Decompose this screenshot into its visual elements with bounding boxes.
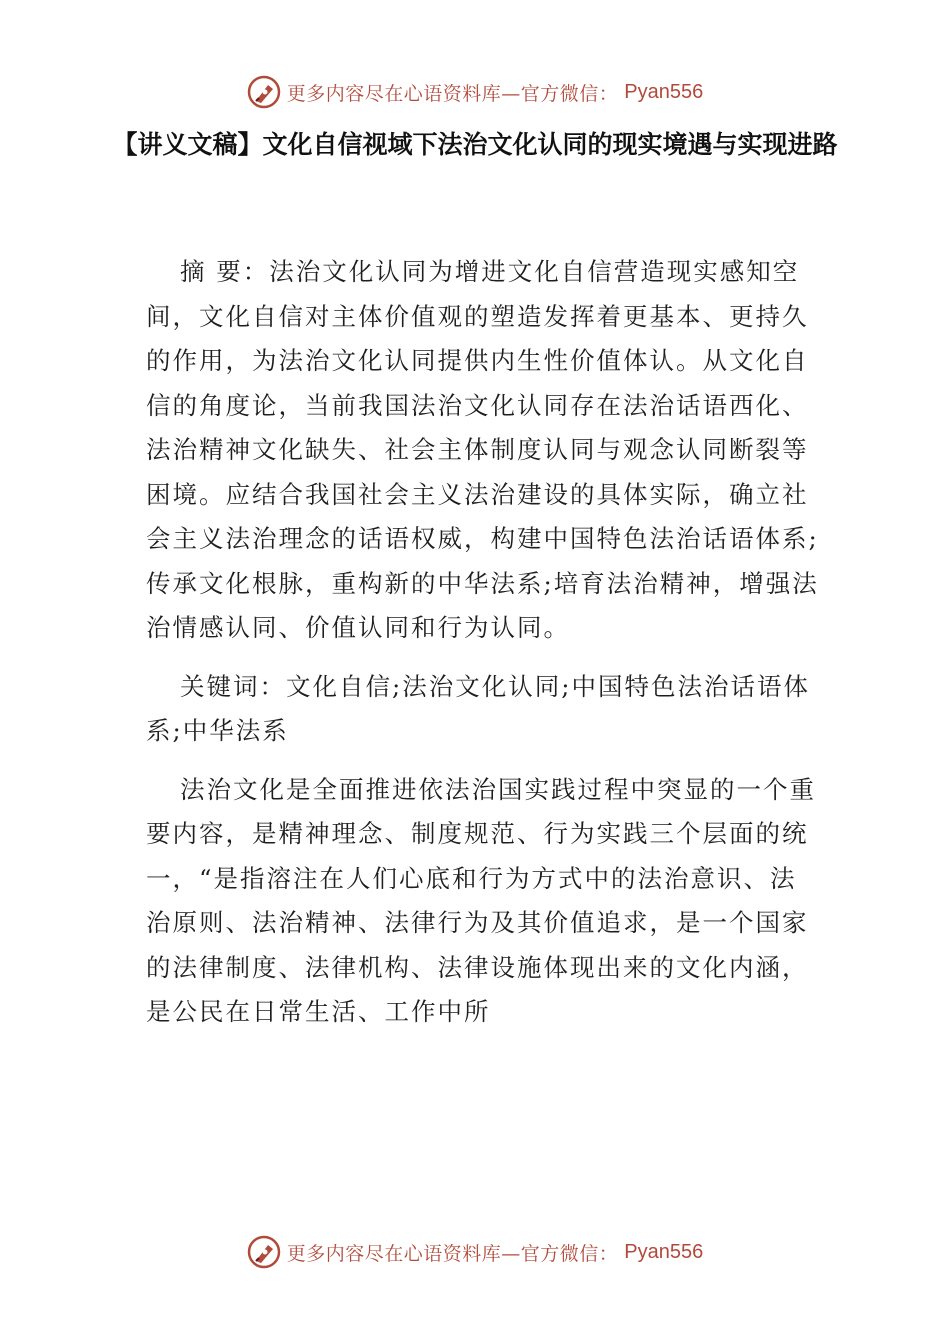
pen-nib-logo-icon <box>247 75 281 109</box>
document-title: 【讲义文稿】文化自信视域下法治文化认同的现实境遇与实现进路 <box>112 130 838 159</box>
header-banner <box>0 72 950 112</box>
abstract-paragraph: 摘 要：法治文化认同为增进文化自信营造现实感知空间，文化自信对主体价值观的塑造发挥着更基本、更持久的作用，为法治文化认同提供内生性价值体认。从文化自信的角度论，当前我国法治文化认同存在法治话语西化、法治精神文化缺失、社会主体制度认同与观念认同断裂等困境。应结合我国社会主义法治建设的具体实际，确立社会主义法治理念的话语权威，构建中国特色法治话语体系;传承文化根脉，重构新的中华法系;培育法治精神，增强法治情感认同、价值认同和行为认同。 <box>146 257 819 642</box>
header-banner-text: 更多内容尽在心语资料库—官方微信： <box>286 82 619 105</box>
footer-banner <box>0 1232 950 1272</box>
footer-banner-text: 更多内容尽在心语资料库—官方微信： <box>286 1242 619 1265</box>
keywords-paragraph: 关键词：文化自信;法治文化认同;中国特色法治话语体系;中华法系 <box>146 671 811 745</box>
body-paragraph: 法治文化是全面推进依法治国实践过程中突显的一个重要内容，是精神理念、制度规范、行为实践三个层面的统一，“是指溶注在人们心底和行为方式中的法治意识、法治原则、法治精神、法律行为及其价值追求，是一个国家的法律制度、法律机构、法律设施体现出来的文化内涵，是公民在日常生活、工作中所 <box>146 774 816 1026</box>
document-body <box>146 250 822 1049</box>
footer-wechat-id: Pyan556 <box>624 1240 704 1263</box>
pen-nib-logo-icon <box>247 1235 281 1269</box>
header-wechat-id: Pyan556 <box>624 80 704 103</box>
